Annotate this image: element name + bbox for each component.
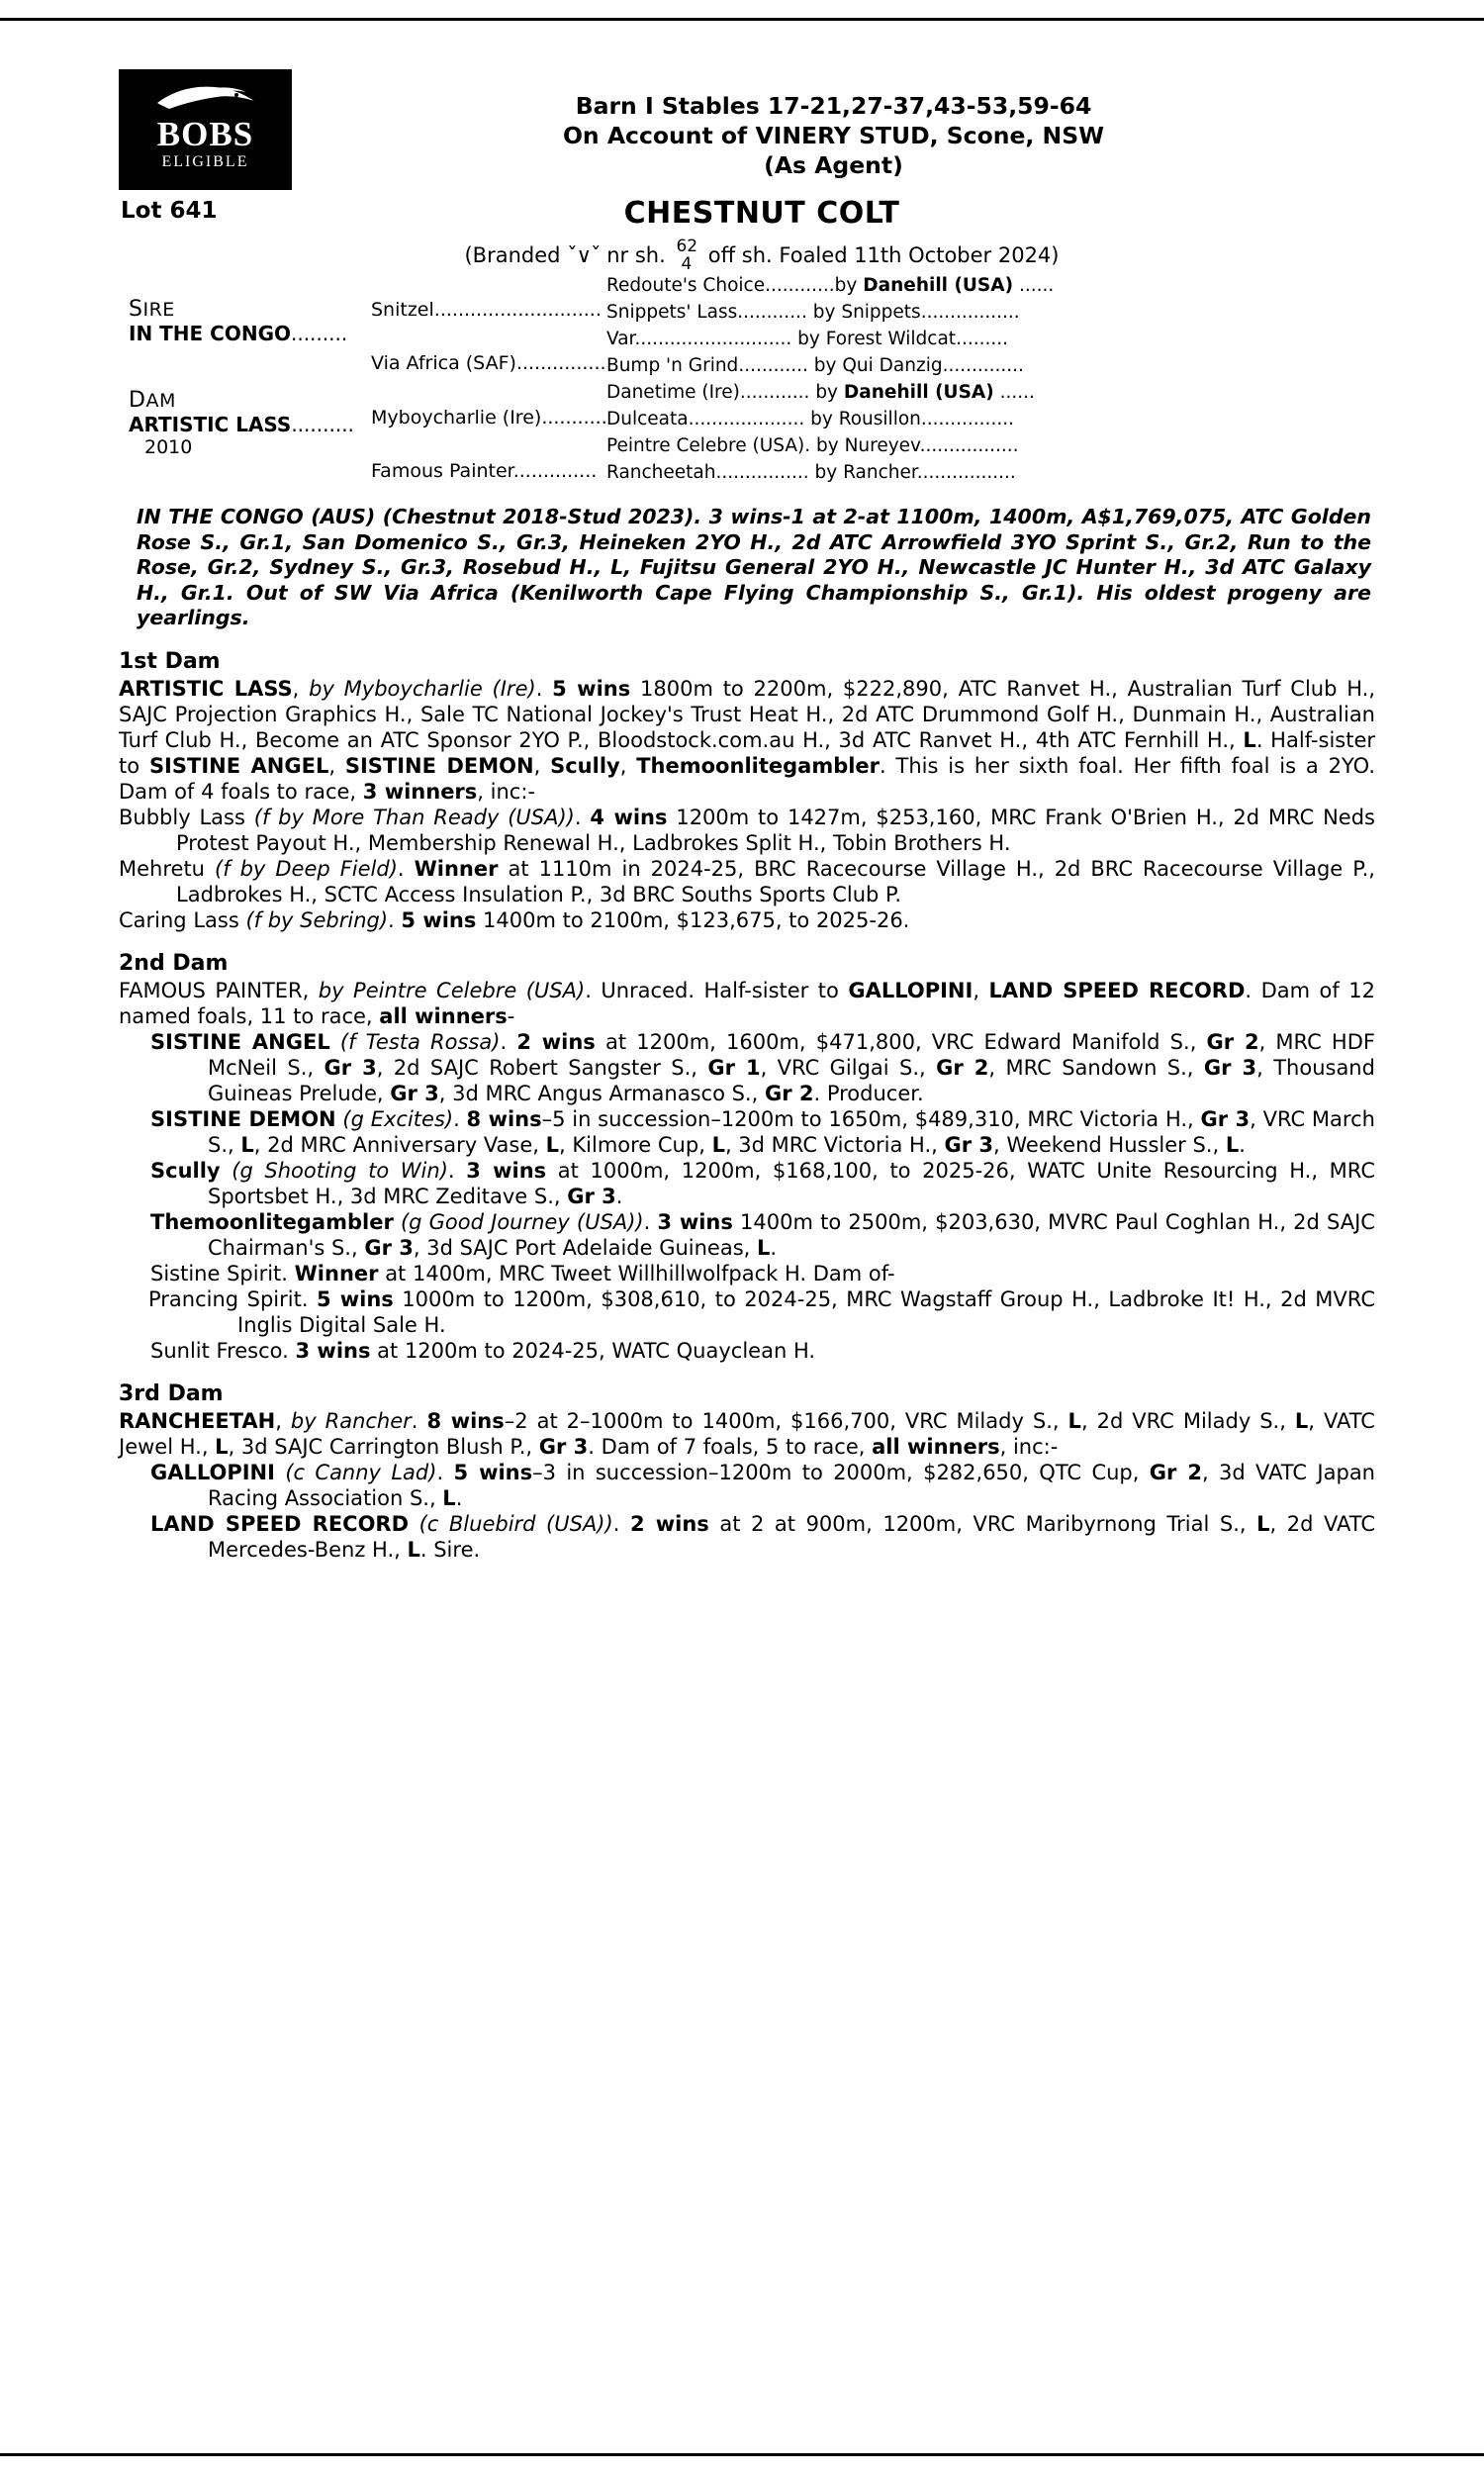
- pedigree-entry: FAMOUS PAINTER, by Peintre Celebre (USA). Unraced. Half-sister to GALLOPINI, LAND SPEED RECORD. Dam of 12 named foals, 11 to race, all winners-: [119, 978, 1375, 1028]
- bottom-rule: [0, 2453, 1484, 2456]
- dam-name: ARTISTIC LASS..........: [129, 413, 354, 436]
- brand-fraction: [676, 238, 697, 273]
- brand-symbol: ˇ∨ˇ: [567, 243, 601, 267]
- branded-suffix: off sh. Foaled 11th October 2024): [707, 243, 1060, 267]
- page-title: CHESTNUT COLT: [623, 196, 900, 231]
- pedigree-entry: SISTINE ANGEL (f Testa Rossa). 2 wins at 1200m, 1600m, $471,800, VRC Edward Manifold S., Gr 2, MRC HDF McNeil S., Gr 3, 2d SAJC Robert Sangster S., Gr 1, VRC Gilgai S., Gr 2, MRC Sandown S., Gr 3, Thousand Guineas Prelude, Gr 3, 3d MRC Angus Armanasco S., Gr 2. Producer.: [150, 1029, 1375, 1105]
- pedigree-entry: Sunlit Fresco. 3 wins at 1200m to 2024-25, WATC Quayclean H.: [150, 1338, 816, 1363]
- branding-line: [148, 238, 1375, 274]
- greatgrandparent-row: Danetime (Ire)............ by Danehill (USA) ......: [606, 382, 1035, 403]
- pedigree-entry: RANCHEETAH, by Rancher. 8 wins–2 at 2–1000m to 1400m, $166,700, VRC Milady S., L, 2d VRC Milady S., L, VATC Jewel H., L, 3d SAJC Carrington Blush P., Gr 3. Dam of 7 foals, 5 to race, all winners, inc:-: [119, 1408, 1375, 1459]
- pedigree-entry: Mehretu (f by Deep Field). Winner at 1110m in 2024-25, BRC Racecourse Village H., 2d BRC Racecourse Village P., Ladbrokes H., SCTC Access Insulation P., 3d BRC Souths Sports Club P.: [119, 856, 1375, 906]
- pedigree-entry: LAND SPEED RECORD (c Bluebird (USA)). 2 wins at 2 at 900m, 1200m, VRC Maribyrnong Trial S., L, 2d VATC Mercedes-Benz H., L. Sire.: [150, 1511, 1375, 1562]
- bobs-wordmark: BOBS: [156, 115, 254, 153]
- dam-year: 2010: [144, 436, 193, 458]
- sire-name: IN THE CONGO.........: [129, 322, 348, 345]
- grandparent-row: Famous Painter..............: [371, 460, 598, 482]
- greatgrandparent-row: Var........................... by Forest Wildcat.........: [606, 329, 1008, 349]
- barn-line: Barn I Stables 17-21,27-37,43-53,59-64: [575, 92, 1092, 120]
- dam-section-heading: 1st Dam: [119, 648, 221, 674]
- dam-section-heading: 2nd Dam: [119, 950, 229, 976]
- pedigree-entry: Scully (g Shooting to Win). 3 wins at 1000m, 1200m, $168,100, to 2025-26, WATC Unite Resourcing H., MRC Sportsbet H., 3d MRC Zeditave S., Gr 3.: [150, 1158, 1375, 1208]
- sire-block: [129, 297, 356, 345]
- pedigree-entry: Bubbly Lass (f by More Than Ready (USA)). 4 wins 1200m to 1427m, $253,160, MRC Frank O'Brien H., 2d MRC Neds Protest Payout H., Membership Renewal H., Ladbrokes Split H., Tobin Brothers H.: [119, 805, 1375, 855]
- account-line: On Account of VINERY STUD, Scone, NSW: [562, 122, 1105, 149]
- brand-numerator: 62: [676, 237, 698, 256]
- agent-line: (As Agent): [764, 151, 903, 179]
- greatgrandparent-row: Redoute's Choice............by Danehill (USA) ......: [606, 275, 1055, 296]
- pedigree-entry: SISTINE DEMON (g Excites). 8 wins–5 in succession–1200m to 1650m, $489,310, MRC Victoria H., Gr 3, VRC March S., L, 2d MRC Anniversary Vase, L, Kilmore Cup, L, 3d MRC Victoria H., Gr 3, Weekend Hussler S., L.: [150, 1106, 1375, 1157]
- lot-number: Lot 641: [121, 198, 218, 224]
- greatgrandparent-row: Rancheetah................ by Rancher.................: [606, 462, 1016, 483]
- greatgrandparent-row: Bump 'n Grind............ by Qui Danzig..............: [606, 355, 1024, 376]
- grandparent-row: Via Africa (SAF)...............: [371, 352, 606, 374]
- dam-block: [129, 388, 356, 458]
- branded-prefix: (Branded: [464, 243, 561, 267]
- greatgrandparent-row: Snippets' Lass............ by Snippets.................: [606, 302, 1020, 323]
- pedigree-entry: Themoonlitegambler (g Good Journey (USA)). 3 wins 1400m to 2500m, $203,630, MVRC Paul Coghlan H., 2d SAJC Chairman's S., Gr 3, 3d SAJC Port Adelaide Guineas, L.: [150, 1209, 1375, 1260]
- branded-mid: nr sh.: [606, 243, 666, 267]
- bobs-eligible-label: ELIGIBLE: [161, 153, 249, 170]
- grandparent-row: Myboycharlie (Ire)...........: [371, 407, 607, 428]
- page-content: [119, 69, 1375, 1563]
- dam-sections: [119, 649, 1375, 1563]
- greatgrandparent-row: Dulceata.................... by Rousillon................: [606, 409, 1014, 429]
- horse-head-icon: [151, 81, 260, 115]
- pedigree-entry: ARTISTIC LASS, by Myboycharlie (Ire). 5 wins 1800m to 2200m, $222,890, ATC Ranvet H., Australian Turf Club H., SAJC Projection Graphics H., Sale TC National Jockey's Trust Heat H., 2d ATC Drummond Golf H., Dunmain H., Australian Turf Club H., Become an ATC Sponsor 2YO P., Bloodstock.com.au H., 3d ATC Ranvet H., 4th ATC Fernhill H., L. Half-sister to SISTINE ANGEL, SISTINE DEMON, Scully, Themoonlitegambler. This is her sixth foal. Her fifth foal is a 2YO. Dam of 4 foals to race, 3 winners, inc:-: [119, 676, 1376, 804]
- pedigree-entry: GALLOPINI (c Canny Lad). 5 wins–3 in succession–1200m to 2000m, $282,650, QTC Cup, Gr 2, 3d VATC Japan Racing Association S., L.: [150, 1460, 1375, 1510]
- sire-summary-paragraph: IN THE CONGO (AUS) (Chestnut 2018-Stud 2023). 3 wins-1 at 2-at 1100m, 1400m, A$1,769,075, ATC Golden Rose S., Gr.1, San Domenico S., Gr.3, Heineken 2YO H., 2d ATC Arrowfield 3YO Sprint S., Gr.2, Run to the Rose, Gr.2, Sydney S., Gr.3, Rosebud H., L, Fujitsu General 2YO H., Newcastle JC Hunter H., 3d ATC Galaxy H., Gr.1. Out of SW Via Africa (Kenilworth Cape Flying Championship S., Gr.1). His oldest progeny are yearlings.: [137, 505, 1371, 629]
- pedigree-entry: Caring Lass (f by Sebring). 5 wins 1400m to 2100m, $123,675, to 2025-26.: [119, 907, 910, 932]
- page-header: [119, 69, 1375, 274]
- greatgrandparent-row: Peintre Celebre (USA). by Nureyev.................: [606, 435, 1019, 456]
- dam-label: DAM: [129, 388, 176, 413]
- bobs-logo: [119, 69, 292, 190]
- pedigree-entry: Sistine Spirit. Winner at 1400m, MRC Tweet Willhillwolfpack H. Dam of-: [150, 1261, 895, 1285]
- pedigree-table: [119, 275, 1375, 495]
- brand-denominator: 4: [681, 254, 693, 274]
- sire-label: SIRE: [129, 297, 175, 322]
- grandparent-row: Snitzel............................: [371, 299, 602, 321]
- header-text-block: [292, 69, 1375, 180]
- top-rule: [0, 18, 1484, 21]
- dam-section-heading: 3rd Dam: [119, 1380, 224, 1406]
- pedigree-entry: Prancing Spirit. 5 wins 1000m to 1200m, $308,610, to 2024-25, MRC Wagstaff Group H., Ladbroke It! H., 2d MVRC Inglis Digital Sale H.: [148, 1286, 1375, 1337]
- lot-row: [119, 196, 1375, 274]
